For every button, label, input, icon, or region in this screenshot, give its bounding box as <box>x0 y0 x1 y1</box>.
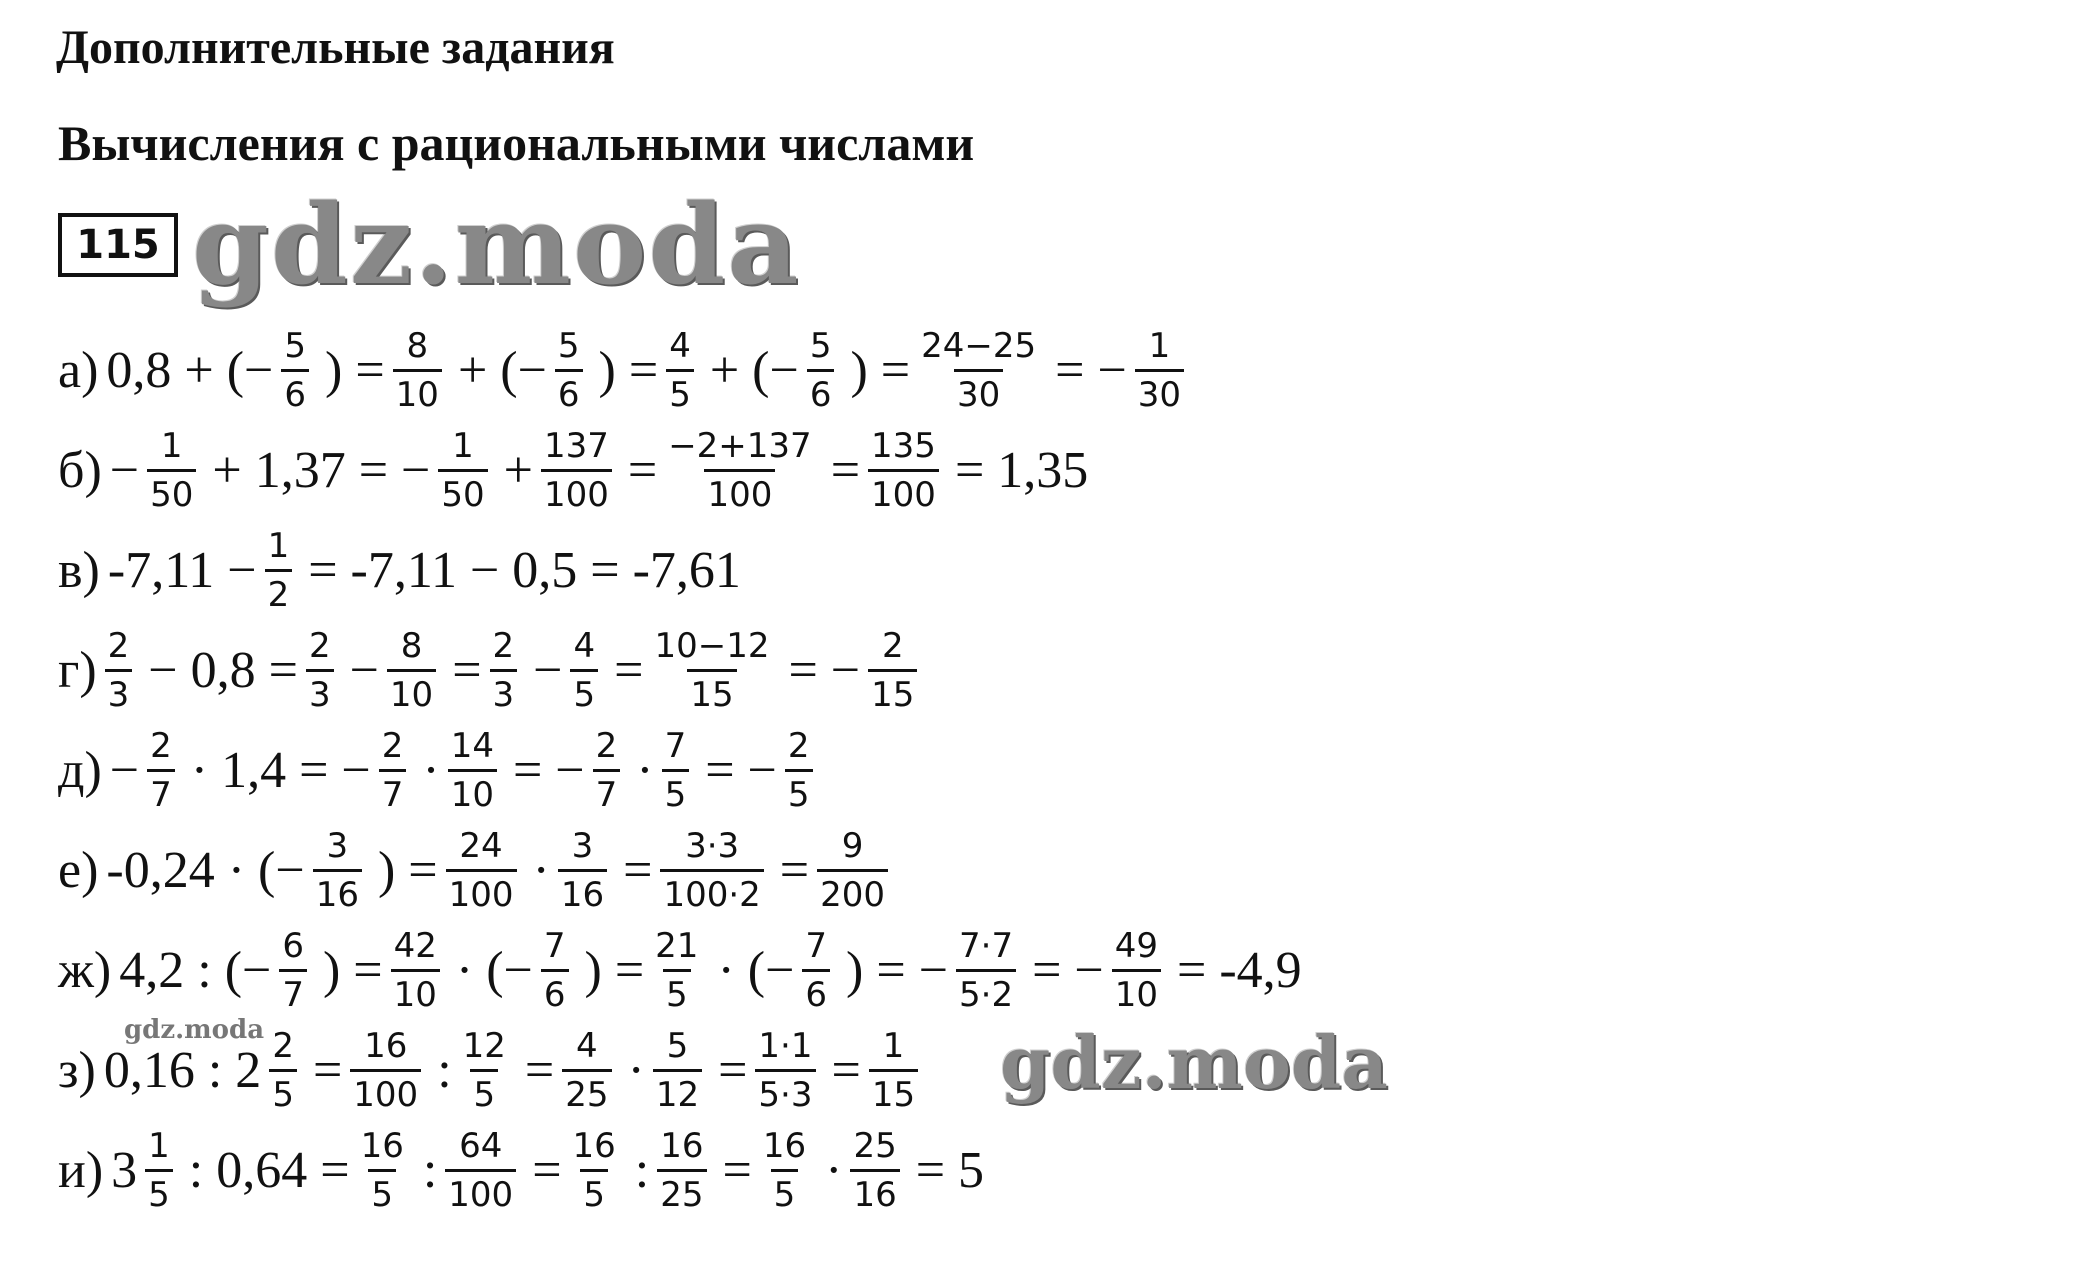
fraction <box>306 625 342 715</box>
fraction-numerator: 16 <box>364 1025 408 1066</box>
fraction-denominator: 50 <box>147 469 196 512</box>
fraction-denominator: 12 <box>653 1069 702 1112</box>
expression-text: = <box>623 841 653 899</box>
fraction-denominator: 6 <box>802 969 830 1012</box>
solution-line <box>58 1020 934 1120</box>
fraction-numerator: 2 <box>150 725 172 766</box>
fraction-numerator: 1 <box>1148 325 1171 366</box>
fraction <box>393 325 450 415</box>
expression-text: ) = <box>850 341 911 399</box>
fraction-denominator: 3 <box>306 669 334 712</box>
expression-text: − <box>109 441 140 499</box>
expression-text: ) = <box>325 341 385 399</box>
fraction <box>147 425 204 515</box>
section-heading: Дополнительные задания <box>56 21 615 74</box>
fraction-denominator: 2 <box>265 569 293 612</box>
fraction-numerator: 2 <box>492 625 515 666</box>
line-label: в) <box>58 541 100 599</box>
fraction-denominator: 7 <box>379 769 407 812</box>
fraction <box>651 625 780 715</box>
expression-text: = <box>312 1041 343 1099</box>
fraction-numerator: 8 <box>406 325 429 366</box>
fraction <box>541 925 577 1015</box>
expression-text: ) = <box>377 841 438 899</box>
fraction <box>1135 325 1192 415</box>
fraction-denominator: 6 <box>807 369 835 412</box>
expression-text: 4,2 : (− <box>119 941 272 999</box>
fraction-denominator: 100·2 <box>660 869 763 912</box>
expression-text: = -7,11 − 0,5 = -7,61 <box>308 541 741 599</box>
expression-text: = <box>532 1141 562 1199</box>
fraction-denominator: 10 <box>448 769 497 812</box>
expression-text: · <box>422 741 440 799</box>
fraction-numerator: 137 <box>543 425 609 466</box>
expression-text: 3 <box>111 1141 138 1199</box>
fraction-numerator: 16 <box>762 1125 807 1166</box>
fraction-denominator: 100 <box>868 469 939 512</box>
fraction <box>445 1125 524 1215</box>
fraction <box>956 925 1024 1015</box>
fraction-denominator: 25 <box>657 1169 706 1212</box>
expression-text: ) = <box>322 941 383 999</box>
expression-text: + <box>503 441 533 499</box>
solution-line <box>58 320 1200 420</box>
expression-text: : <box>422 1141 438 1199</box>
fraction-denominator: 5 <box>145 1169 173 1212</box>
fraction-denominator: 7 <box>147 769 175 812</box>
fraction-denominator: 16 <box>313 869 362 912</box>
expression-text: = − <box>1032 941 1104 999</box>
expression-text: − 0,8 = <box>148 641 298 699</box>
expression-text: = <box>831 1041 861 1099</box>
fraction-numerator: 2 <box>881 625 904 666</box>
fraction-numerator: 1·1 <box>758 1025 813 1066</box>
fraction-denominator: 3 <box>490 669 518 712</box>
fraction-denominator: 7 <box>593 769 621 812</box>
fraction-denominator: 5 <box>470 1069 498 1112</box>
line-label: ж) <box>58 941 112 999</box>
expression-text: · <box>532 841 550 899</box>
fraction <box>869 1025 926 1115</box>
line-label: а) <box>58 341 99 399</box>
fraction-numerator: 8 <box>400 625 423 666</box>
fraction-denominator: 100 <box>350 1069 421 1112</box>
fraction-denominator: 10 <box>1112 969 1161 1012</box>
expression-text: · <box>627 1041 645 1099</box>
fraction <box>593 725 629 815</box>
fraction-numerator: 2 <box>107 625 130 666</box>
fraction <box>281 325 317 415</box>
fraction <box>490 625 526 715</box>
fraction-numerator: 64 <box>459 1125 503 1166</box>
fraction <box>662 725 698 815</box>
fraction <box>562 1025 619 1115</box>
fraction-denominator: 5 <box>580 1169 608 1212</box>
fraction-numerator: 2 <box>381 725 404 766</box>
fraction <box>755 1025 823 1115</box>
fraction <box>446 825 525 915</box>
expression-text: · 1,4 = − <box>190 741 371 799</box>
fraction <box>438 425 495 515</box>
expression-text: : <box>634 1141 650 1199</box>
fraction <box>665 425 823 515</box>
expression-text: − <box>109 741 140 799</box>
expression-text: = <box>524 1041 555 1099</box>
watermark-small: gdz.moda <box>124 1015 265 1045</box>
fraction-denominator: 15 <box>868 669 917 712</box>
fraction-denominator: 15 <box>869 1069 918 1112</box>
fraction <box>313 825 370 915</box>
fraction <box>145 1125 181 1215</box>
fraction-numerator: 42 <box>393 925 437 966</box>
fraction <box>657 1125 714 1215</box>
fraction-numerator: 9 <box>841 825 864 866</box>
fraction <box>868 625 925 715</box>
fraction-denominator: 5 <box>368 1169 396 1212</box>
fraction-numerator: 7 <box>805 925 828 966</box>
fraction-numerator: 2 <box>595 725 618 766</box>
fraction-numerator: 1 <box>882 1025 905 1066</box>
fraction-numerator: 2 <box>787 725 810 766</box>
fraction-numerator: 24−25 <box>921 325 1037 366</box>
solution-line <box>58 920 1310 1020</box>
fraction-denominator: 30 <box>954 369 1003 412</box>
solution-line <box>58 1120 992 1220</box>
solution-line <box>58 520 749 620</box>
fraction-numerator: 1 <box>148 1125 170 1166</box>
expression-text: · <box>636 741 654 799</box>
expression-text: 0,16 : 2 <box>103 1041 262 1099</box>
fraction <box>918 325 1047 415</box>
solution-line <box>58 820 904 920</box>
expression-text: = <box>614 641 644 699</box>
fraction-denominator: 16 <box>558 869 607 912</box>
fraction-numerator: 5 <box>284 325 307 366</box>
fraction-numerator: 3 <box>326 825 349 866</box>
fraction-denominator: 5 <box>666 369 694 412</box>
expression-text: ) = <box>584 941 645 999</box>
fraction <box>660 825 771 915</box>
fraction-denominator: 15 <box>687 669 736 712</box>
fraction <box>460 1025 517 1115</box>
fraction-numerator: 5 <box>666 1025 689 1066</box>
fraction-numerator: 49 <box>1114 925 1159 966</box>
fraction <box>379 725 415 815</box>
expression-text: = − <box>1055 341 1127 399</box>
fraction <box>358 1125 415 1215</box>
fraction-denominator: 100 <box>445 1169 516 1212</box>
fraction-denominator: 100 <box>446 869 517 912</box>
fraction-denominator: 5 <box>663 969 691 1012</box>
fraction-denominator: 100 <box>704 469 775 512</box>
expression-text: : 0,64 = <box>188 1141 350 1199</box>
fraction <box>105 625 141 715</box>
solution-line <box>58 420 1096 520</box>
fraction-denominator: 5·3 <box>755 1069 815 1112</box>
line-label: з) <box>58 1041 96 1099</box>
fraction <box>147 725 183 815</box>
expression-text: + 1,37 = − <box>212 441 431 499</box>
expression-text: = − <box>512 741 585 799</box>
fraction <box>279 925 315 1015</box>
fraction <box>652 925 709 1015</box>
expression-text: · (− <box>717 941 795 999</box>
fraction-numerator: 7 <box>664 725 687 766</box>
expression-text: : <box>437 1041 452 1099</box>
fraction-numerator: 16 <box>572 1125 616 1166</box>
fraction-denominator: 7 <box>279 969 307 1012</box>
fraction-numerator: 135 <box>871 425 936 466</box>
expression-text: − <box>533 641 563 699</box>
fraction-numerator: 1 <box>160 425 183 466</box>
section-subheading: Вычисления с рациональными числами <box>58 115 975 171</box>
expression-text: ) = − <box>846 941 949 999</box>
line-label: г) <box>58 641 97 699</box>
line-label: б) <box>58 441 102 499</box>
fraction-numerator: 2 <box>308 625 331 666</box>
expression-text: = -4,9 <box>1177 941 1302 999</box>
fraction-denominator: 25 <box>562 1069 611 1112</box>
fraction-numerator: −2+137 <box>668 425 812 466</box>
line-label: е) <box>58 841 99 899</box>
fraction-numerator: 5 <box>557 325 580 366</box>
fraction-numerator: 16 <box>360 1125 404 1166</box>
fraction-numerator: 3 <box>571 825 594 866</box>
fraction <box>555 325 591 415</box>
fraction-denominator: 30 <box>1135 369 1184 412</box>
fraction-numerator: 6 <box>282 925 304 966</box>
fraction <box>570 625 606 715</box>
fraction <box>807 325 843 415</box>
fraction <box>558 825 615 915</box>
expression-text: = 1,35 <box>954 441 1089 499</box>
fraction <box>653 1025 710 1115</box>
fraction <box>760 1125 817 1215</box>
expression-text: = <box>452 641 482 699</box>
line-label: д) <box>58 741 102 799</box>
line-label: и) <box>58 1141 104 1199</box>
fraction <box>666 325 702 415</box>
expression-text: ) = <box>598 341 659 399</box>
solution-line <box>58 720 829 820</box>
fraction-numerator: 10−12 <box>654 625 770 666</box>
fraction-denominator: 5 <box>771 1169 799 1212</box>
fraction <box>541 425 620 515</box>
fraction <box>269 1025 305 1115</box>
fraction <box>570 1125 627 1215</box>
expression-text: = − <box>705 741 777 799</box>
fraction-denominator: 5 <box>269 1069 297 1112</box>
fraction-denominator: 10 <box>391 969 440 1012</box>
expression-text: -0,24 · (− <box>106 841 305 899</box>
exercise-number: 115 <box>58 213 178 277</box>
expression-text: = − <box>788 641 861 699</box>
fraction-numerator: 2 <box>272 1025 294 1066</box>
fraction-denominator: 10 <box>393 369 442 412</box>
fraction <box>265 525 301 615</box>
fraction <box>350 1025 429 1115</box>
fraction-denominator: 10 <box>387 669 436 712</box>
fraction <box>802 925 838 1015</box>
watermark-large: gdz.moda <box>192 180 801 309</box>
fraction-denominator: 5 <box>570 669 598 712</box>
expression-text: · (− <box>455 941 533 999</box>
fraction <box>448 725 505 815</box>
fraction <box>1112 925 1169 1015</box>
fraction-denominator: 100 <box>541 469 612 512</box>
fraction-numerator: 4 <box>669 325 691 366</box>
fraction-numerator: 7·7 <box>959 925 1014 966</box>
fraction-denominator: 5 <box>785 769 813 812</box>
fraction-denominator: 6 <box>555 369 583 412</box>
fraction <box>850 1125 907 1215</box>
expression-text: − <box>349 641 379 699</box>
fraction-denominator: 16 <box>850 1169 899 1212</box>
expression-text: 0,8 + (− <box>106 341 274 399</box>
fraction-numerator: 16 <box>660 1125 704 1166</box>
expression-text: = 5 <box>915 1141 985 1199</box>
expression-text: · <box>825 1141 843 1199</box>
fraction-numerator: 1 <box>267 525 290 566</box>
expression-text: -7,11 − <box>107 541 257 599</box>
fraction-denominator: 200 <box>817 869 888 912</box>
fraction-numerator: 24 <box>459 825 503 866</box>
fraction-denominator: 5 <box>662 769 690 812</box>
fraction-numerator: 7 <box>543 925 566 966</box>
fraction <box>817 825 896 915</box>
fraction <box>868 425 947 515</box>
fraction-numerator: 4 <box>573 625 596 666</box>
fraction-numerator: 25 <box>853 1125 897 1166</box>
expression-text: = <box>627 441 658 499</box>
fraction-numerator: 5 <box>809 325 832 366</box>
fraction-numerator: 21 <box>655 925 699 966</box>
fraction-denominator: 6 <box>541 969 569 1012</box>
fraction <box>391 925 448 1015</box>
expression-text: = <box>722 1141 752 1199</box>
fraction-denominator: 6 <box>281 369 309 412</box>
fraction-denominator: 5·2 <box>956 969 1016 1012</box>
fraction-numerator: 14 <box>450 725 494 766</box>
expression-text: + (− <box>457 341 547 399</box>
fraction-numerator: 1 <box>452 425 474 466</box>
expression-text: = <box>718 1041 748 1099</box>
fraction-denominator: 50 <box>438 469 487 512</box>
expression-text: + (− <box>709 341 799 399</box>
fraction <box>387 625 444 715</box>
fraction-numerator: 4 <box>576 1025 598 1066</box>
solution-line <box>58 620 933 720</box>
fraction <box>785 725 821 815</box>
expression-text: = <box>779 841 810 899</box>
fraction-numerator: 3·3 <box>685 825 740 866</box>
expression-text: = <box>830 441 861 499</box>
watermark-medium: gdz.moda <box>1000 1020 1388 1105</box>
fraction-numerator: 12 <box>462 1025 506 1066</box>
fraction-denominator: 3 <box>105 669 133 712</box>
